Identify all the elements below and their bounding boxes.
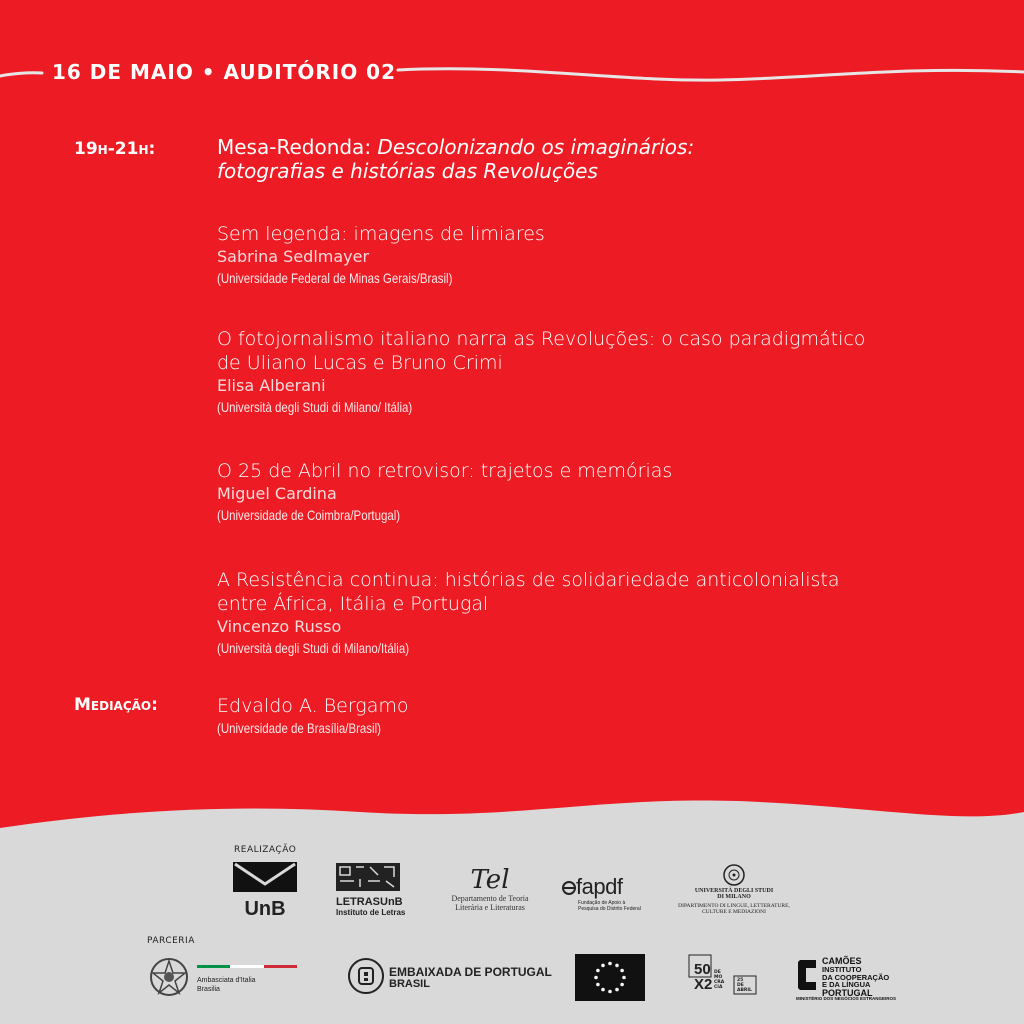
eu-flag-icon — [575, 954, 645, 1001]
talk-title-cont: de Uliano Lucas e Bruno Crimi — [217, 352, 503, 374]
fifty-25-abril — [737, 978, 752, 993]
mediation-label-text: MEDIAÇÃO: — [74, 695, 158, 715]
fifty-x2: X2 — [694, 976, 713, 993]
unimi-line1: UNIVERSITÀ DEGLI STUDI — [694, 888, 774, 894]
unb-logo — [233, 862, 297, 922]
camoes-line4: E DA LÍNGUA — [822, 980, 871, 989]
fifty-d2: DE — [737, 983, 744, 988]
session-title — [217, 135, 937, 183]
camoes-c-icon — [796, 958, 818, 992]
tel-line2: Literária e Literaturas — [455, 903, 525, 912]
fifty-x2-logo — [688, 954, 758, 1002]
eu-star — [622, 976, 626, 980]
mediation-block — [217, 694, 937, 738]
talk-speaker: Vincenzo Russo — [217, 617, 342, 636]
session-title-italic-2: fotografias e histórias das Revoluções — [217, 159, 598, 183]
time-label-text: 19H-21H: — [74, 139, 156, 159]
letras-name: LETRASUnB — [336, 896, 403, 908]
eu-star — [620, 969, 624, 973]
italia-line2: Brasilia — [197, 986, 220, 993]
tel-line1: Departamento de Teoria — [451, 894, 529, 903]
unb-text: UnB — [244, 898, 286, 920]
emb-pt-line2: BRASIL — [389, 978, 430, 990]
session-title-prefix: Mesa-Redonda: — [217, 135, 378, 159]
talk-item — [217, 222, 937, 288]
mediation-label — [74, 695, 158, 715]
unimi-line3: DIPARTIMENTO DI LINGUE, LETTERATURE, — [678, 903, 790, 909]
fifty-d1: 25 — [737, 978, 744, 983]
unimi-line2: DI MILANO — [717, 894, 751, 900]
italy-emblem-icon — [147, 955, 191, 999]
italy-flag-stripe-icon — [197, 965, 297, 969]
fifty-50: 50 — [694, 961, 711, 978]
ambasciata-italia-logo — [147, 955, 307, 1003]
talk-title: A Resistência continua: histórias de solidariedade anticolonialista — [217, 569, 840, 591]
fifty-d3: ABRIL — [737, 988, 752, 993]
eu-star — [615, 964, 619, 968]
unimi-line4: CULTURE E MEDIAZIONI — [702, 909, 766, 915]
fapdf-sub1: Fundação de Apoio à — [578, 900, 626, 906]
eu-star — [608, 962, 612, 966]
fifty-c4: CIA — [714, 985, 723, 990]
talk-speaker: Miguel Cardina — [217, 484, 337, 503]
session-title-italic-1: Descolonizando os imaginários: — [377, 135, 695, 159]
talk-item — [217, 459, 937, 525]
camoes-logo — [796, 956, 906, 1002]
letras-unb-logo — [336, 863, 406, 917]
fifty-democracia — [714, 970, 724, 990]
portugal-arms-icon — [347, 957, 385, 995]
fapdf-logo — [562, 874, 642, 912]
camoes-line6: MINISTÉRIO DOS NEGÓCIOS ESTRANGEIROS — [796, 996, 897, 1001]
fapdf-name: fapdf — [576, 874, 623, 899]
tel-mark: Tel — [470, 865, 510, 895]
eu-star — [594, 976, 598, 980]
talk-affiliation: (Universidade Federal de Minas Gerais/Brasil) — [217, 270, 453, 286]
parceria-label: PARCERIA — [147, 936, 195, 946]
camoes-line2: INSTITUTO — [822, 965, 862, 974]
camoes-text — [822, 957, 889, 998]
fifty-c1: DE — [714, 970, 721, 975]
eu-star — [601, 964, 605, 968]
italia-line1: Ambasciata d'Italia — [197, 977, 256, 984]
talk-title: O 25 de Abril no retrovisor: trajetos e memórias — [217, 460, 673, 482]
tel-logo — [440, 866, 540, 912]
camoes-line1: CAMÕES — [822, 956, 862, 966]
camoes-line5: PORTUGAL — [822, 987, 873, 998]
talk-speaker: Sabrina Sedlmayer — [217, 247, 370, 266]
event-header — [0, 52, 1024, 96]
unb-emblem-icon — [233, 862, 297, 892]
eu-star — [596, 969, 600, 973]
letras-sub: Instituto de Letras — [336, 908, 406, 917]
talk-affiliation: (Università degli Studi di Milano/ Itália) — [217, 399, 413, 415]
talk-title: Sem legenda: imagens de limiares — [217, 223, 545, 245]
talk-item — [217, 568, 937, 658]
date-location: 16 DE MAIO • AUDITÓRIO 02 — [52, 60, 396, 84]
fifty-c2: MO — [714, 975, 723, 980]
eu-star — [596, 983, 600, 987]
unimi-logo — [672, 864, 796, 915]
talk-title: O fotojornalismo italiano narra as Revoluções: o caso paradigmático — [217, 328, 866, 350]
talk-item — [217, 327, 937, 417]
eu-star — [608, 990, 612, 994]
emb-pt-line1: EMBAIXADA DE PORTUGAL — [389, 965, 552, 979]
eu-star — [601, 988, 605, 992]
realizacao-label: REALIZAÇÃO — [234, 845, 297, 855]
camoes-line3: DA COOPERAÇÃO — [822, 972, 890, 982]
letras-pattern-icon — [336, 863, 400, 891]
unimi-seal-icon — [723, 864, 745, 886]
talk-affiliation: (Università degli Studi di Milano/Itália) — [217, 640, 410, 656]
mediator-name: Edvaldo A. Bergamo — [217, 695, 409, 717]
talk-title-cont: entre África, Itália e Portugal — [217, 593, 489, 615]
embaixada-portugal-logo — [347, 957, 552, 997]
time-label — [74, 139, 155, 159]
talk-affiliation: (Universidade de Coimbra/Portugal) — [217, 507, 401, 523]
eu-star — [615, 988, 619, 992]
fifty-c3: CRA — [714, 980, 725, 985]
eu-star — [620, 983, 624, 987]
fapdf-sub2: Pesquisa do Distrito Federal — [578, 906, 641, 912]
sponsors-footer — [0, 790, 1024, 1024]
fapdf-e-icon — [562, 879, 576, 895]
talk-speaker: Elisa Alberani — [217, 376, 326, 395]
mediator-affiliation: (Universidade de Brasília/Brasil) — [217, 720, 381, 736]
